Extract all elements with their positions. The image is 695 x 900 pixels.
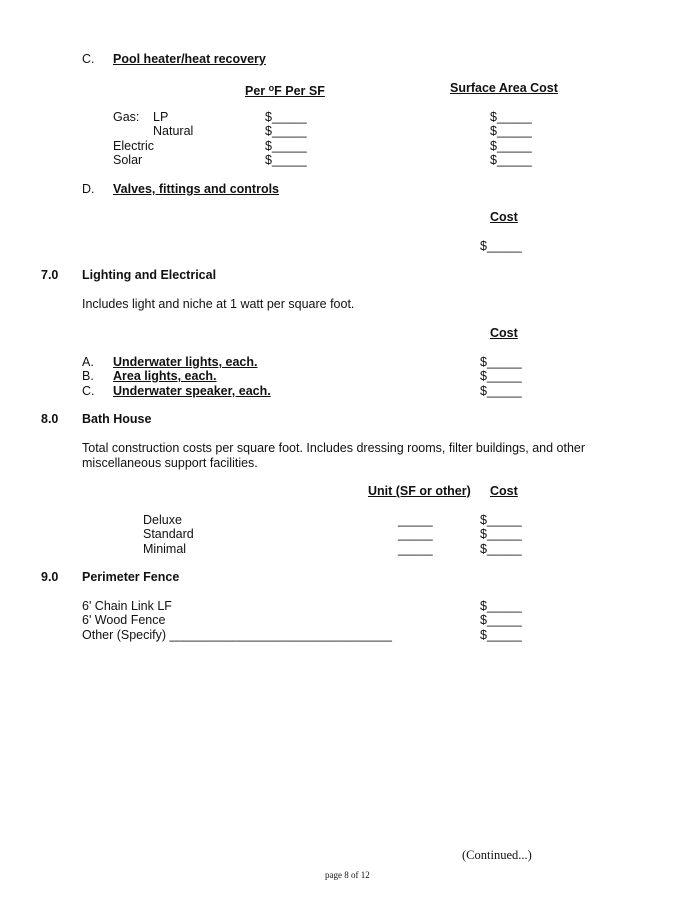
solar-surface-cost-field[interactable]: $_____ <box>490 153 532 167</box>
underwater-lights-cost-field[interactable]: $_____ <box>480 355 522 369</box>
gas-lp-surface-cost-field[interactable]: $_____ <box>490 110 532 124</box>
continued-note: (Continued...) <box>462 848 532 862</box>
section-8-title: Bath House <box>82 412 152 426</box>
standard-unit-field[interactable]: _____ <box>398 527 433 541</box>
page-number: page 8 of 12 <box>325 870 370 880</box>
area-lights-label: Area lights, each. <box>113 369 217 383</box>
valves-cost-field[interactable]: $_____ <box>480 239 522 253</box>
section-9-title: Perimeter Fence <box>82 570 180 584</box>
section-d-letter: D. <box>82 182 95 196</box>
section-d-cost-header: Cost <box>490 210 518 224</box>
underwater-speaker-label: Underwater speaker, each. <box>113 384 271 398</box>
chain-link-label: 6' Chain Link LF <box>82 599 172 613</box>
electric-surface-cost-field[interactable]: $_____ <box>490 139 532 153</box>
gas-label: Gas: <box>113 110 140 124</box>
minimal-cost-field[interactable]: $_____ <box>480 542 522 556</box>
item-c-letter: C. <box>82 384 95 398</box>
section-8-cost-header: Cost <box>490 484 518 498</box>
chain-link-cost-field[interactable]: $_____ <box>480 599 522 613</box>
section-7-number: 7.0 <box>41 268 59 282</box>
section-8-unit-header: Unit (SF or other) <box>368 484 471 498</box>
item-a-letter: A. <box>82 355 94 369</box>
minimal-unit-field[interactable]: _____ <box>398 542 433 556</box>
section-8-number: 8.0 <box>41 412 59 426</box>
underwater-lights-label: Underwater lights, each. <box>113 355 258 369</box>
section-9-number: 9.0 <box>41 570 59 584</box>
other-specify-field[interactable]: Other (Specify) ________________________________ <box>82 628 392 642</box>
col-surface-area-cost-header: Surface Area Cost <box>450 81 558 95</box>
gas-lp-label: LP <box>153 110 169 124</box>
minimal-label: Minimal <box>143 542 187 556</box>
wood-fence-label: 6' Wood Fence <box>82 613 166 627</box>
section-8-description-line1: Total construction costs per square foot. Includes dressing rooms, filter buildings, and other <box>82 441 586 455</box>
section-7-cost-header: Cost <box>490 326 518 340</box>
section-d-title: Valves, fittings and controls <box>113 182 280 196</box>
solar-per-deg-field[interactable]: $_____ <box>265 153 307 167</box>
section-7-title: Lighting and Electrical <box>82 268 217 282</box>
standard-cost-field[interactable]: $_____ <box>480 527 522 541</box>
electric-per-deg-field[interactable]: $_____ <box>265 139 307 153</box>
electric-label: Electric <box>113 139 154 153</box>
deluxe-cost-field[interactable]: $_____ <box>480 513 522 527</box>
section-7-description: Includes light and niche at 1 watt per square foot. <box>82 297 355 311</box>
area-lights-cost-field[interactable]: $_____ <box>480 369 522 383</box>
other-cost-field[interactable]: $_____ <box>480 628 522 642</box>
gas-natural-per-deg-field[interactable]: $_____ <box>265 124 307 138</box>
underwater-speaker-cost-field[interactable]: $_____ <box>480 384 522 398</box>
section-8-description-line2: miscellaneous support facilities. <box>82 456 258 470</box>
section-c-letter: C. <box>82 52 95 66</box>
section-c-title: Pool heater/heat recovery <box>113 52 266 66</box>
deluxe-label: Deluxe <box>143 513 182 527</box>
gas-natural-label: Natural <box>153 124 194 138</box>
wood-fence-cost-field[interactable]: $_____ <box>480 613 522 627</box>
deluxe-unit-field[interactable]: _____ <box>398 513 433 527</box>
col-per-degree-header: Per $^o$F Per SF <box>245 83 325 98</box>
standard-label: Standard <box>143 527 194 541</box>
solar-label: Solar <box>113 153 143 167</box>
gas-lp-per-deg-field[interactable]: $_____ <box>265 110 307 124</box>
gas-natural-surface-cost-field[interactable]: $_____ <box>490 124 532 138</box>
item-b-letter: B. <box>82 369 94 383</box>
